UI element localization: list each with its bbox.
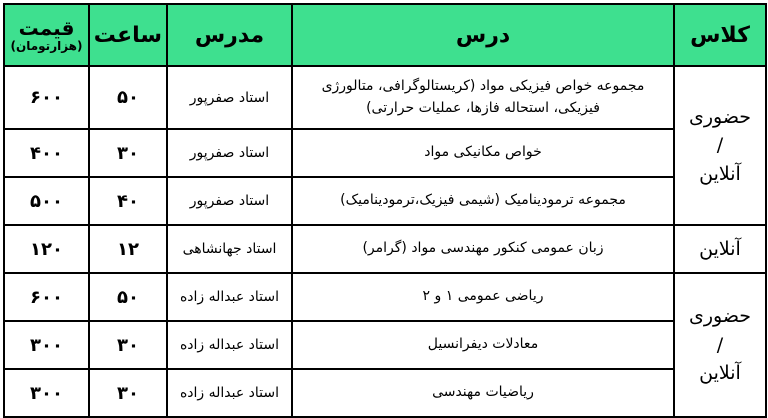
hours-cell: ۳۰ [89, 369, 167, 417]
course-cell: خواص مکانیکی مواد [292, 129, 674, 177]
class-inperson: حضوری [688, 105, 752, 128]
course-cell: زبان عمومی کنکور مهندسی مواد (گرامر) [292, 225, 674, 273]
table-row [4, 177, 766, 225]
course-cell: مجموعه ترمودینامیک (شیمی فیزیک،ترمودینامیک) [292, 177, 674, 225]
hours-cell: ۳۰ [89, 129, 167, 177]
header-hours: ساعت [89, 4, 167, 66]
class-inperson: حضوری [688, 305, 752, 328]
teacher-cell: استاد جهانشاهی [167, 225, 292, 273]
price-cell: ۵۰۰ [4, 177, 89, 225]
course-cell: ریاضیات مهندسی [292, 369, 674, 417]
price-cell: ۶۰۰ [4, 273, 89, 321]
teacher-cell: استاد عبداله زاده [167, 273, 292, 321]
course-cell: ریاضی عمومی ۱ و ۲ [292, 273, 674, 321]
header-teacher: مدرس [167, 4, 292, 66]
table-row [4, 66, 766, 129]
hours-cell: ۵۰ [89, 66, 167, 129]
class-online: آنلاین [699, 362, 741, 385]
course-cell: مجموعه خواص فیزیکی مواد (کریستالوگرافی، متالورژی فیزیکی، استحاله فازها، عملیات حرارتی) [292, 66, 674, 129]
class-separator: / [716, 333, 724, 356]
teacher-cell: استاد عبداله زاده [167, 369, 292, 417]
header-course: درس [292, 4, 674, 66]
header-price-unit: (هزارتومان) [10, 38, 83, 53]
hours-cell: ۱۲ [89, 225, 167, 273]
header-class: کلاس [674, 4, 766, 66]
hours-cell: ۵۰ [89, 273, 167, 321]
teacher-cell: استاد عبداله زاده [167, 321, 292, 369]
table-row [4, 369, 766, 417]
price-cell: ۶۰۰ [4, 66, 89, 129]
class-online: آنلاین [699, 237, 741, 260]
header-row [4, 4, 766, 66]
teacher-cell: استاد صفرپور [167, 177, 292, 225]
course-price-table [3, 3, 767, 418]
table-row [4, 273, 766, 321]
table-row [4, 129, 766, 177]
class-cell [674, 273, 766, 417]
class-separator: / [716, 134, 724, 157]
price-cell: ۱۲۰ [4, 225, 89, 273]
class-cell [674, 225, 766, 273]
class-online: آنلاین [699, 162, 741, 185]
table-row [4, 225, 766, 273]
hours-cell: ۳۰ [89, 321, 167, 369]
table-row [4, 321, 766, 369]
teacher-cell: استاد صفرپور [167, 129, 292, 177]
price-cell: ۴۰۰ [4, 129, 89, 177]
price-cell: ۳۰۰ [4, 369, 89, 417]
header-price [4, 4, 89, 66]
teacher-cell: استاد صفرپور [167, 66, 292, 129]
header-price-label: قیمت [18, 15, 75, 40]
course-cell: معادلات دیفرانسیل [292, 321, 674, 369]
hours-cell: ۴۰ [89, 177, 167, 225]
class-cell [674, 66, 766, 225]
price-cell: ۳۰۰ [4, 321, 89, 369]
